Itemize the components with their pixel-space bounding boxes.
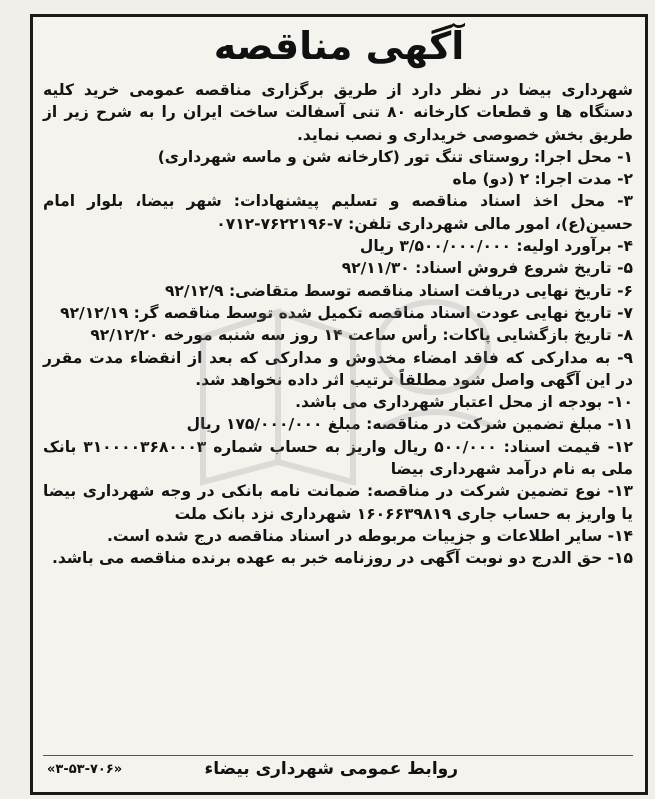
notice-item-12: ۱۲- قیمت اسناد: ۵۰۰/۰۰۰ ریال واریز به حساب شماره ۳۱۰۰۰۰۳۶۸۰۰۰۳ بانک ملی به نام درآمد شهرداری بیضا: [43, 437, 633, 479]
notice-code: «۳-۵۳-۷۰۶»: [47, 762, 123, 777]
notice-item-3: ۳- محل اخذ اسناد مناقصه و تسلیم پیشنهادات: شهر بیضا، بلوار امام حسین(ع)، امور مالی شهرداری تلفن: ۷-۷۶۲۲۱۹۶-۰۷۱۲: [43, 192, 633, 233]
notice-item-8: ۸- تاریخ بازگشایی پاکات: رأس ساعت ۱۴ روز سه شنبه مورخه ۹۲/۱۲/۲۰: [90, 326, 633, 345]
notice-title: آگهی مناقصه: [213, 24, 465, 68]
notice-item-6: ۶- تاریخ نهایی دریافت اسناد مناقصه توسط متقاضی: ۹۲/۱۲/۹: [164, 281, 633, 300]
notice-item-4: ۴- برآورد اولیه: ۳/۵۰۰/۰۰۰/۰۰۰ ریال: [359, 237, 633, 256]
notice-item-14: ۱۴- سایر اطلاعات و جزییات مربوطه در اسناد مناقصه درج شده است.: [106, 526, 633, 545]
notice-footer: [43, 755, 633, 784]
signature-line: روابط عمومی شهرداری بیضاء: [204, 759, 458, 779]
notice-item-13: ۱۳- نوع تضمین شرکت در مناقصه: ضمانت نامه بانکی در وجه شهرداری بیضا یا واریز به حساب جاری ۱۶۰۶۶۳۹۸۱۹ شهرداری نزد بانک ملت: [43, 482, 633, 523]
notice-item-9: ۹- به مدارکی که فاقد امضاء مخدوش و مدارکی که بعد از انقضاء مدت مقرر در این آگهی واصل شود مطلقاً ترتیب اثر داده نخواهد شد.: [43, 348, 633, 389]
notice-body: [43, 79, 633, 570]
notice-item-2: ۲- مدت اجرا: ۲ (دو) ماه: [452, 170, 633, 189]
notice-item-1: ۱- محل اجرا: روستای تنگ تور (کارخانه شن و ماسه شهرداری): [157, 147, 633, 166]
notice-frame: [30, 14, 648, 795]
notice-intro: شهرداری بیضا در نظر دارد از طریق برگزاری مناقصه عمومی خرید کلیه دستگاه ها و قطعات کارخانه ۸۰ تنی آسفالت ساخت ایران را به شرح زیر از طریق بخش خصوصی خریداری و نصب نماید.: [43, 81, 633, 144]
notice-item-15: ۱۵- حق الدرج دو نوبت آگهی در روزنامه خبر به عهده برنده مناقصه می باشد.: [51, 549, 633, 568]
notice-item-5: ۵- تاریخ شروع فروش اسناد: ۹۲/۱۱/۳۰: [341, 259, 633, 278]
notice-item-10: ۱۰- بودجه از محل اعتبار شهرداری می باشد.: [295, 393, 633, 412]
notice-item-7: ۷- تاریخ نهایی عودت اسناد مناقصه تکمیل شده توسط مناقصه گر: ۹۲/۱۲/۱۹: [60, 303, 633, 322]
notice-item-11: ۱۱- مبلغ تضمین شرکت در مناقصه: مبلغ ۱۷۵/۰۰۰/۰۰۰ ریال: [186, 415, 633, 434]
